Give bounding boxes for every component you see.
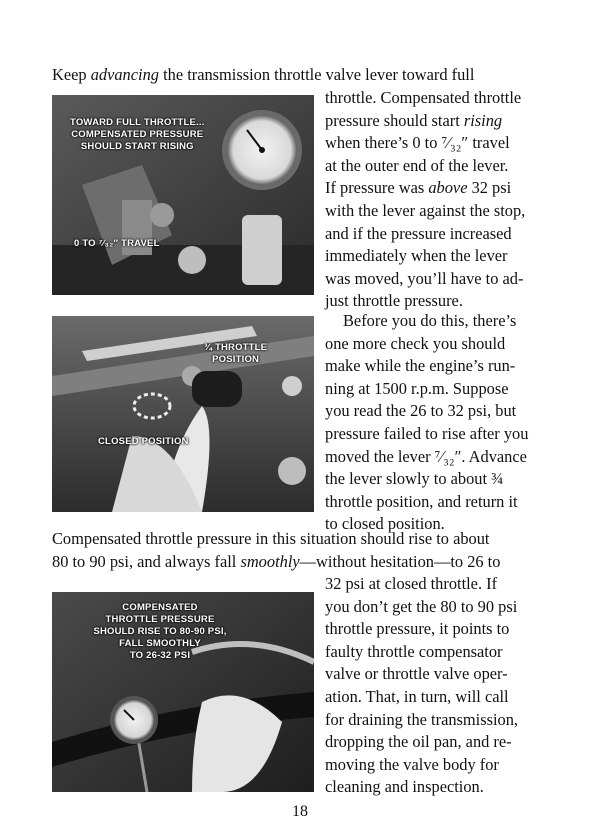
photo1-caption-bottom: 0 TO ⁷⁄₃₂″ TRAVEL <box>74 238 160 249</box>
paragraph3-full-width: Compensated throttle pressure in this situation should rise to about 80 to 90 psi, and always fall smoothly—without hesitation—to 26 to <box>52 529 501 571</box>
photo3-caption: COMPENSATED THROTTLE PRESSURE SHOULD RISE TO 80-90 PSI, FALL SMOOTHLY TO 26-32 PSI <box>93 602 227 661</box>
paragraph1-first-line: Keep advancing the transmission throttle valve lever toward full <box>52 65 475 84</box>
photo-gauge-pressure-drop <box>52 592 314 792</box>
photo2-caption-top: ¾ THROTTLE POSITION <box>204 342 268 365</box>
paragraph3-column: 32 psi at closed throttle. If you don’t get the 80 to 90 psi throttle pressure, it points to faulty throttle compensator valve or throttle valve oper- ation. That, in turn, will call for draining the transmission, dropping the oil pan, and re- moving the valve body for cleaning and inspection. <box>325 574 519 797</box>
photo2-caption-bottom: CLOSED POSITION <box>98 436 189 447</box>
paragraph2-column: Before you do this, there’s one more check you should make while the engine’s run- ning at 1500 r.p.m. Suppose you read the 26 to 32 psi, but pressure failed to rise after you moved the lever ⁷⁄₃₂″. Advance the lever slowly to about ¾ throttle position, and return it to closed position. <box>325 311 529 534</box>
paragraph1-column: throttle. Compensated throttle pressure should start rising when there’s 0 to ⁷⁄₃₂″ travel at the outer end of the lever. If pressure was above 32 psi with the lever against the stop, and if the pressure increased immediately when the lever was moved, you’ll have to ad- just throttle pressure. <box>325 88 526 311</box>
photo-gauge-full-throttle <box>52 95 314 295</box>
photo-lever-positions <box>52 316 314 512</box>
photo2-illustration <box>52 316 314 512</box>
photo1-caption-top: TOWARD FULL THROTTLE... COMPENSATED PRESSURE SHOULD START RISING <box>70 117 205 152</box>
page-number: 18 <box>292 803 308 820</box>
